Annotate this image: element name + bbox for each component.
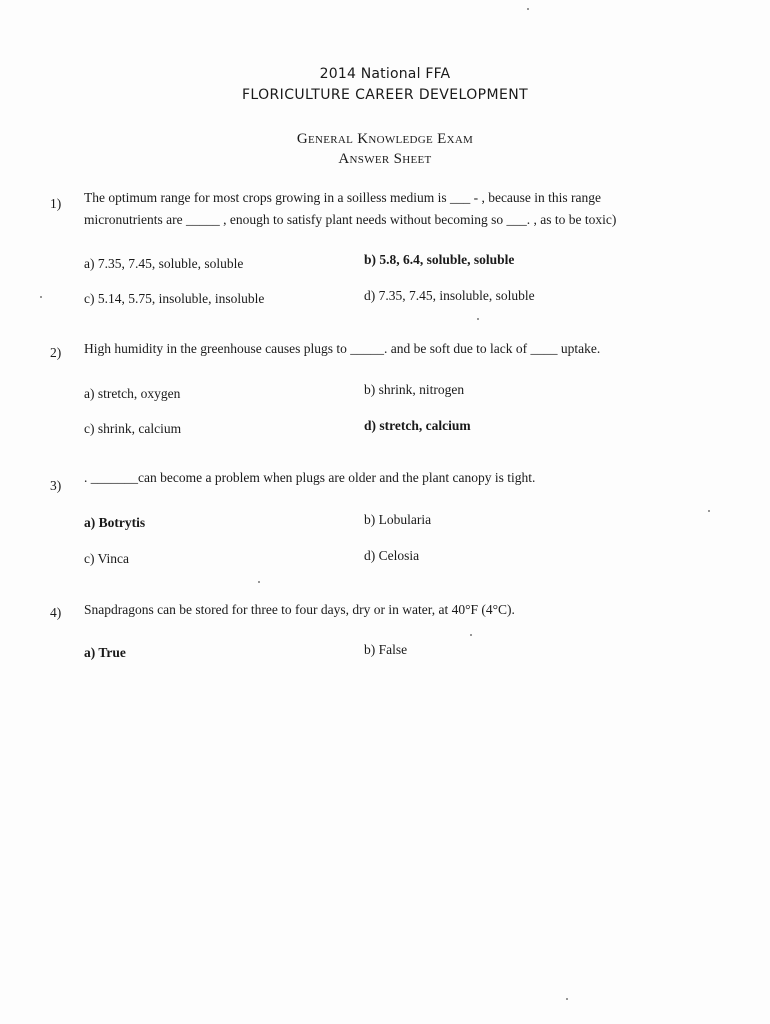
scan-speck — [258, 581, 260, 583]
question-4-option-b: b) False — [364, 642, 408, 657]
scan-speck — [470, 634, 472, 636]
scan-speck — [527, 8, 529, 10]
exam-name: General Knowledge Exam — [296, 131, 474, 147]
question-2-option-d: d) stretch, calcium — [364, 418, 471, 433]
question-1-option-a: a) 7.35, 7.45, soluble, soluble — [84, 256, 244, 271]
question-1-option-c: c) 5.14, 5.75, insoluble, insoluble — [84, 291, 265, 306]
question-2-number: 2) — [50, 345, 62, 360]
question-3-option-c: c) Vinca — [84, 551, 130, 566]
question-2-option-a: a) stretch, oxygen — [84, 386, 181, 401]
sheet-type: Answer Sheet — [338, 151, 432, 167]
question-2-text-line1: High humidity in the greenhouse causes plugs to _____. and be soft due to lack of ____ uptake. — [84, 341, 601, 356]
question-4-option-a: a) True — [84, 645, 126, 660]
scan-speck — [40, 296, 42, 298]
scan-speck — [566, 998, 568, 1000]
question-1-option-d: d) 7.35, 7.45, insoluble, soluble — [364, 288, 535, 303]
question-4-text-line1: Snapdragons can be stored for three to four days, dry or in water, at 40°F (4°C). — [84, 602, 515, 617]
scan-speck — [708, 510, 710, 512]
question-3-option-b: b) Lobularia — [364, 512, 432, 527]
exam-year-title: 2014 National FFA — [319, 66, 451, 82]
question-2-option-c: c) shrink, calcium — [84, 421, 182, 436]
question-1-text-line2: micronutrients are _____ , enough to satisfy plant needs without becoming so ___. , as to be toxic) — [84, 212, 617, 227]
question-1-option-b: b) 5.8, 6.4, soluble, soluble — [364, 252, 515, 267]
question-3-number: 3) — [50, 478, 62, 493]
question-3-option-a: a) Botrytis — [84, 515, 146, 530]
question-1-text-line1: The optimum range for most crops growing in a soilless medium is ___ - , because in this range — [84, 190, 602, 205]
question-1-number: 1) — [50, 196, 62, 211]
exam-event-title: FLORICULTURE CAREER DEVELOPMENT — [241, 87, 529, 103]
question-4-number: 4) — [50, 605, 62, 620]
question-3-text-line1: . _______can become a problem when plugs are older and the plant canopy is tight. — [84, 470, 536, 485]
question-3-option-d: d) Celosia — [364, 548, 420, 563]
question-2-option-b: b) shrink, nitrogen — [364, 382, 465, 397]
scan-speck — [477, 318, 479, 320]
